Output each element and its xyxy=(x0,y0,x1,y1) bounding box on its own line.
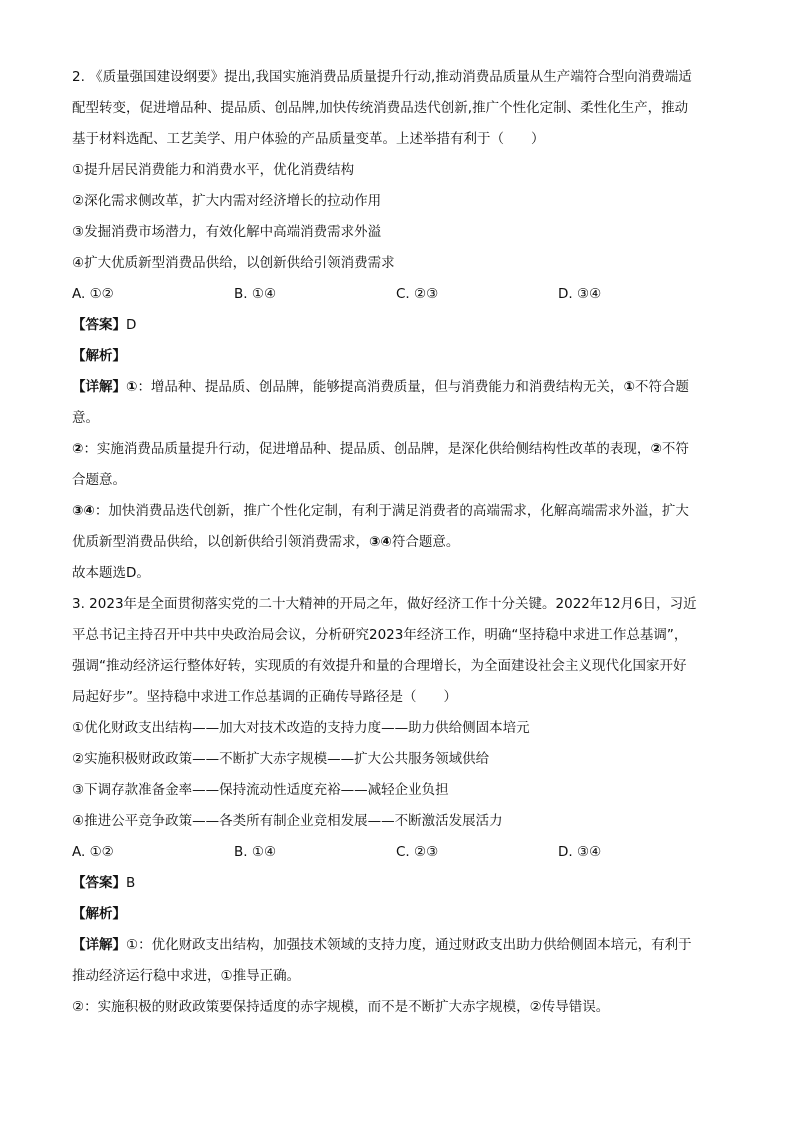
question-3 xyxy=(72,589,722,1023)
q3-stem-line: 强调“推动经济运行整体好转，实现质的有效提升和量的合理增长，为全面建设社会主义现代化国家开好 xyxy=(72,658,687,674)
q2-detail-3 xyxy=(72,496,722,527)
detail-marker: ① xyxy=(623,379,635,395)
q2-detail-3-cont xyxy=(72,527,722,558)
q3-stem-line: 局起好步”。坚持稳中求进工作总基调的正确传导路径是（ ） xyxy=(72,689,457,705)
detail-text: 不符合题 xyxy=(634,379,689,395)
q3-item: ②实施积极财政政策——不断扩大赤字规模——扩大公共服务领域供给 xyxy=(72,751,490,767)
q3-option-d: D. ③④ xyxy=(558,844,602,860)
q2-option-a: A. ①② xyxy=(72,286,114,302)
q3-answer xyxy=(72,868,722,899)
detail-text: ：增品种、提品质、创品牌，能够提高消费质量，但与消费能力和消费结构无关， xyxy=(137,379,624,395)
q3-stem-line: 平总书记主持召开中共中央政治局会议，分析研究2023年经济工作，明确“坚持稳中求进工作总基调”， xyxy=(72,627,688,643)
q2-option-c: C. ②③ xyxy=(396,286,439,302)
q2-stem-line: 配型转变，促进增品种、提品质、创品牌,加快传统消费品迭代创新,推广个性化定制、柔性化生产，推动 xyxy=(72,100,689,116)
q2-item: ②深化需求侧改革，扩大内需对经济增长的拉动作用 xyxy=(72,193,382,209)
detail-label: 【详解】 xyxy=(72,937,126,953)
q2-answer xyxy=(72,310,722,341)
q2-item: ④扩大优质新型消费品供给，以创新供给引领消费需求 xyxy=(72,255,395,271)
q2-detail-2 xyxy=(72,434,722,465)
q3-detail-1-cont: 推动经济运行稳中求进，①推导正确。 xyxy=(72,968,301,984)
detail-marker: ① xyxy=(126,379,138,395)
q3-analysis-label xyxy=(72,899,722,930)
detail-text: ：加快消费品迭代创新，推广个性化定制，有利于满足消费者的高端需求，化解高端需求外溢，扩大 xyxy=(94,503,689,519)
answer-label: 【答案】 xyxy=(72,875,126,891)
answer-label: 【答案】 xyxy=(72,317,126,333)
q2-analysis-label xyxy=(72,341,722,372)
q3-stem-line: 3. 2023年是全面贯彻落实党的二十大精神的开局之年，做好经济工作十分关键。2022年12月6日，习近 xyxy=(72,596,697,612)
detail-text: 不符 xyxy=(661,441,689,457)
q2-options xyxy=(72,279,722,310)
q3-item: ①优化财政支出结构——加大对技术改造的支持力度——助力供给侧固本培元 xyxy=(72,720,530,736)
answer-value: B xyxy=(126,875,136,891)
q3-detail-1 xyxy=(72,930,722,961)
q2-item: ①提升居民消费能力和消费水平，优化消费结构 xyxy=(72,162,355,178)
q2-item: ③发掘消费市场潜力，有效化解中高端消费需求外溢 xyxy=(72,224,382,240)
q2-stem-line: 基于材料选配、工艺美学、用户体验的产品质量变革。上述举措有利于（ ） xyxy=(72,131,545,147)
q3-item: ③下调存款准备金率——保持流动性适度充裕——减轻企业负担 xyxy=(72,782,449,798)
q2-conclusion: 故本题选D。 xyxy=(72,565,150,581)
q3-option-b: B. ①④ xyxy=(234,844,277,860)
analysis-label: 【解析】 xyxy=(72,906,126,922)
analysis-label: 【解析】 xyxy=(72,348,126,364)
q3-options xyxy=(72,837,722,868)
detail-text: ：实施消费品质量提升行动，促进增品种、提品质、创品牌，是深化供给侧结构性改革的表现， xyxy=(83,441,651,457)
detail-marker: ② xyxy=(650,441,662,457)
q3-detail-2: ②：实施积极的财政政策要保持适度的赤字规模，而不是不断扩大赤字规模，②传导错误。 xyxy=(72,999,610,1015)
q2-stem-line: 2. 《质量强国建设纲要》提出,我国实施消费品质量提升行动,推动消费品质量从生产端符合型向消费端适 xyxy=(72,69,692,85)
q3-item: ④推进公平竞争政策——各类所有制企业竞相发展——不断激活发展活力 xyxy=(72,813,503,829)
detail-text: 优质新型消费品供给，以创新供给引领消费需求， xyxy=(72,534,369,550)
q3-option-c: C. ②③ xyxy=(396,844,439,860)
detail-marker: ③④ xyxy=(72,503,95,519)
q2-option-d: D. ③④ xyxy=(558,286,602,302)
q2-detail-1 xyxy=(72,372,722,403)
detail-label: 【详解】 xyxy=(72,379,126,395)
q2-option-b: B. ①④ xyxy=(234,286,277,302)
document-page xyxy=(72,62,722,1023)
q2-detail-2-cont: 合题意。 xyxy=(72,472,126,488)
question-2 xyxy=(72,62,722,589)
answer-value: D xyxy=(126,317,137,333)
detail-marker: ③④ xyxy=(369,534,392,550)
q3-option-a: A. ①② xyxy=(72,844,114,860)
detail-marker: ② xyxy=(72,441,84,457)
detail-text: 符合题意。 xyxy=(391,534,460,550)
detail-text: ①：优化财政支出结构，加强技术领域的支持力度，通过财政支出助力供给侧固本培元，有利于 xyxy=(126,937,692,953)
q2-detail-1-cont: 意。 xyxy=(72,410,99,426)
